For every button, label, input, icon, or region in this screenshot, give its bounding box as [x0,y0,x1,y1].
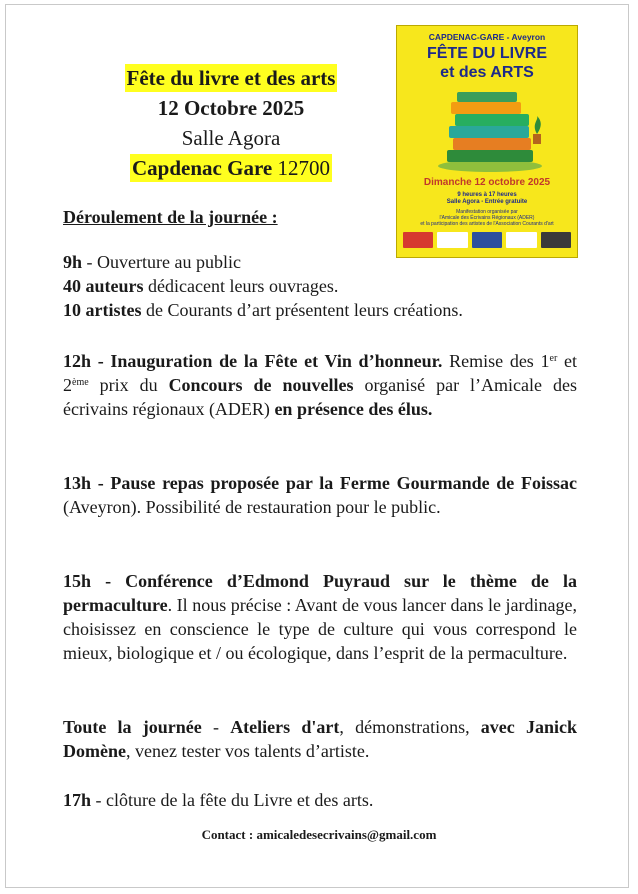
poster-hours-line1: 9 heures à 17 heures [457,192,517,198]
poster-date: Dimanche 12 octobre 2025 [423,177,551,188]
noon-text: Remise des 1 [442,351,550,371]
allday-text: , venez tester vos talents d’artiste. [125,741,370,761]
poster-organizer-line2: l'Amicale des Écrivains Régionaux (ADER) [439,215,535,221]
event-poster [396,25,578,258]
conference-heading: 15h - Conférence d’Edmond Puyraud sur le thème de la permaculture [63,571,577,615]
program-closing [63,788,577,812]
workshops-label: Ateliers d'art [230,717,340,737]
program-conference [63,569,577,665]
contest-name: Concours de nouvelles [168,375,354,395]
event-postcode: 12700 [277,156,330,180]
event-date: 12 Octobre 2025 [157,96,305,120]
noon-heading: 12h - Inauguration de la Fête et Vin d’honneur. [63,351,443,371]
artists-count: 10 artistes [63,300,142,320]
poster-hours-line2: Salle Agora - Entrée gratuite [446,199,528,205]
allday-text: - [201,717,231,737]
program-allday [63,715,577,763]
book-stack-illustration [435,90,545,172]
sponsor-logo [472,232,502,248]
poster-organizer-line3: et la participation des artistes de l'Association Courants d'art [420,221,554,227]
poster-organizers [403,209,571,227]
sponsor-logo [403,232,433,248]
allday-heading: Toute la journée [63,717,202,737]
opening-text: - Ouverture au public [82,252,241,272]
authors-text: dédicacent leurs ouvrages. [143,276,339,296]
sponsor-logos [403,232,571,248]
artist-name: avec Janick Domène [63,717,577,761]
allday-text: , démonstrations, [339,717,481,737]
authors-count: 40 auteurs [63,276,144,296]
opening-time: 9h [63,252,83,272]
closing-text: - clôture de la fête du Livre et des arts. [91,790,374,810]
superscript: er [549,353,558,364]
noon-text: organisé par l’Amicale des écrivains régionaux (ADER) [63,375,577,419]
conference-text: . Il nous précise : Avant de vous lancer dans le jardinage, choisissez en conscience le type de culture qui vous correspond le mieux, biologique et / ou écologique, dans l’esprit de la permaculture. [63,595,577,663]
lunch-heading: 13h - Pause repas proposée par la Ferme Gourmande de Foissac [63,473,577,493]
event-venue: Salle Agora [181,126,281,150]
noon-text: prix du [88,375,169,395]
event-header [86,64,376,184]
program-heading: Déroulement de la journée : [63,207,278,227]
closing-time: 17h [63,790,92,810]
program-lunch [63,471,577,519]
program-opening [63,250,577,322]
noon-text: et 2 [63,351,577,395]
event-location [130,154,332,182]
officials-note: en présence des élus. [274,399,433,419]
lunch-text: (Aveyron). Possibilité de restauration pour le public. [63,497,441,517]
poster-title-line1: FÊTE DU LIVRE [426,45,547,62]
sponsor-logo [506,232,536,248]
event-title: Fête du livre et des arts [126,66,336,90]
poster-organizer-line1: Manifestation organisée par [456,209,518,215]
sponsor-logo [541,232,571,248]
sponsor-logo [437,232,467,248]
poster-top-line: CAPDENAC-GARE - Aveyron [428,32,546,42]
superscript: ème [72,377,89,388]
poster-title-line2: et des ARTS [440,64,534,81]
program-noon [63,349,577,421]
contact-line: Contact : amicaledesecrivains@gmail.com [201,827,437,842]
artists-text: de Courants d’art présentent leurs créations. [141,300,463,320]
event-city: Capdenac Gare [132,156,273,180]
poster-hours [397,192,577,206]
poster-title [397,44,577,82]
